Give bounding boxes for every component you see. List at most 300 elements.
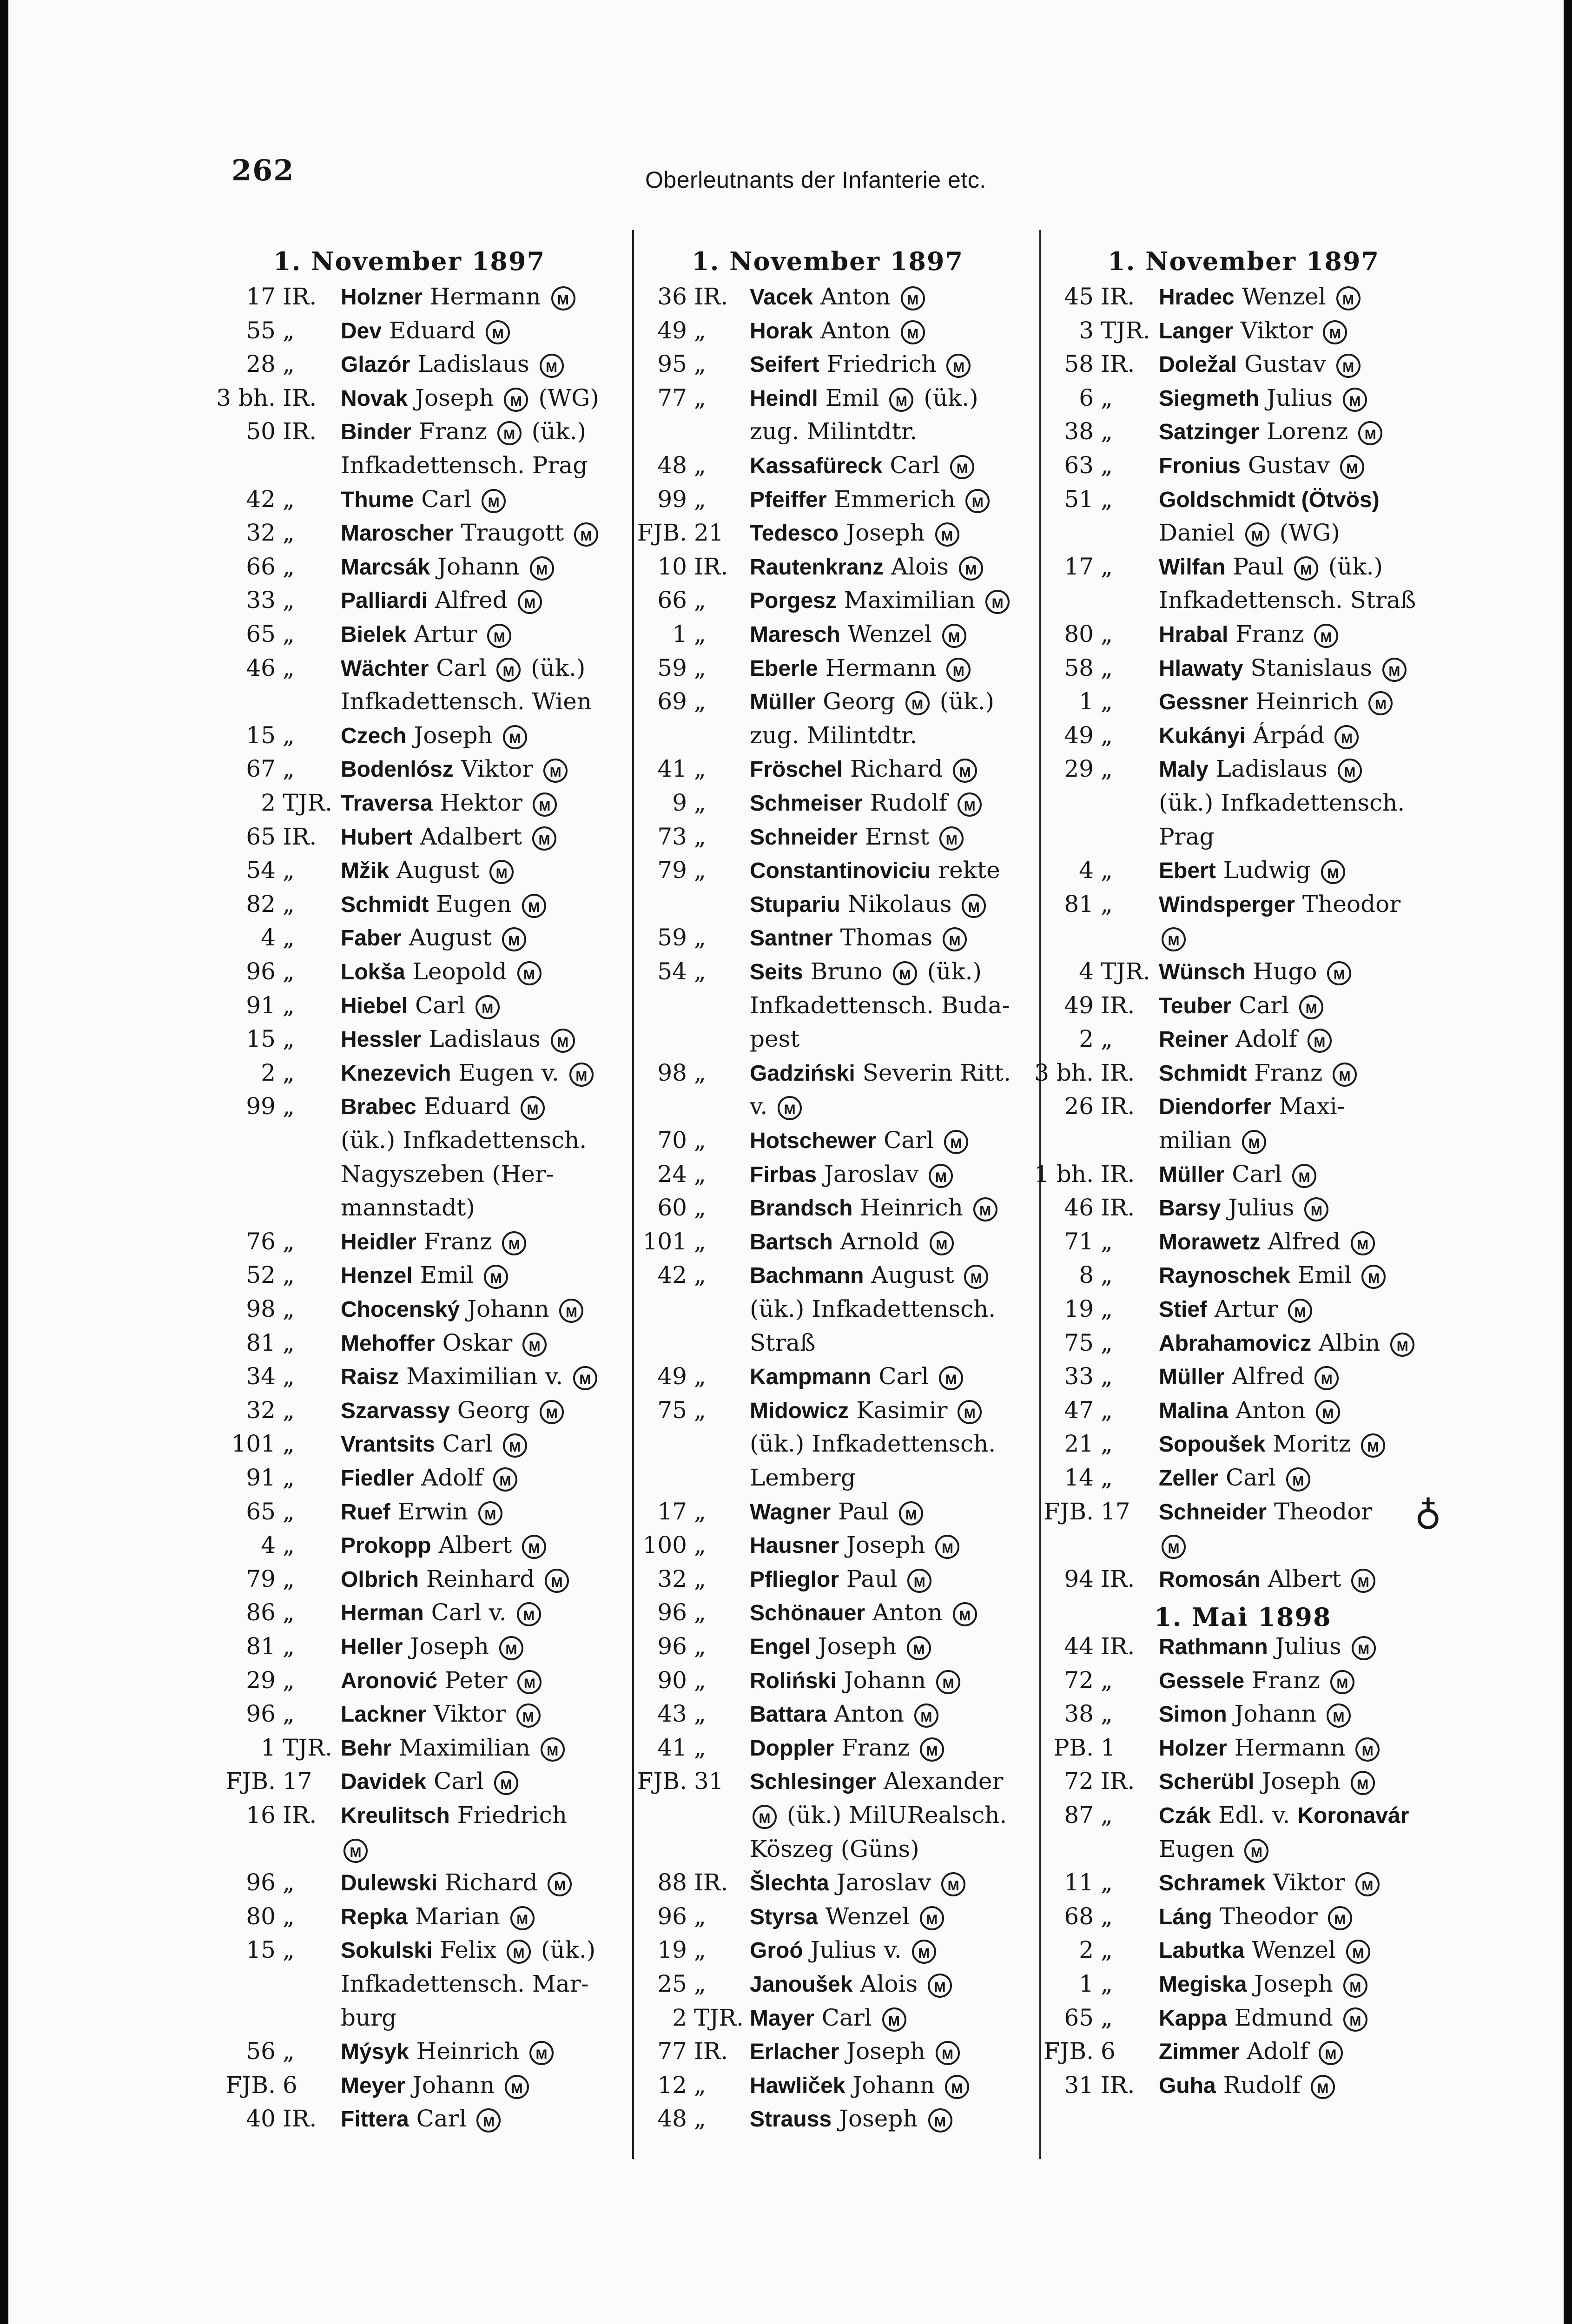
regiment-number: 91 [246,1464,276,1491]
list-entry [636,1967,1036,2001]
list-entry [1043,1225,1442,1259]
unit-type: „ [283,1261,295,1289]
regiment-number: 32 [246,519,276,547]
regiment-number: 46 [246,654,276,681]
list-entry [1043,1191,1442,1225]
circled-m-icon: M [1288,1299,1312,1323]
list-entry [636,1900,1036,1934]
regiment-number: 77 [657,384,687,411]
regiment-number: 32 [657,1565,687,1592]
unit-type: IR. [283,823,317,850]
surname: Diendorfer [1159,1095,1272,1120]
unit-type: IR. [283,384,317,411]
regiment-number: 33 [1064,1363,1094,1390]
surname: Bodenlósz [341,757,454,782]
officer-entry: Brandsch Heinrich M [750,1191,1000,1225]
surname: Lackner [341,1702,427,1727]
officer-entry: Köszeg (Güns) [750,1835,919,1862]
regiment-number: 3 bh. [1034,1059,1094,1086]
circled-m-icon: M [1382,658,1407,682]
list-entry [1043,617,1442,651]
regiment-number: 38 [1064,418,1094,445]
surname: Fröschel [750,757,843,782]
surname: Prokopp [341,1533,431,1558]
unit-type: IR. [1101,1768,1135,1795]
unit-type: „ [694,2105,706,2133]
circled-m-icon: M [540,354,564,378]
unit-type: „ [1101,1802,1113,1829]
surname: Wilfan [1159,555,1226,580]
officer-entry: Hessler Ladislaus M [341,1022,578,1056]
list-entry [227,617,627,651]
surname: Abrahamovicz [1159,1331,1312,1356]
circled-m-icon: M [958,1400,982,1424]
regiment-number: 16 [246,1802,276,1829]
unit-type: „ [694,1228,706,1255]
list-entry [636,989,1036,1023]
circled-m-icon: M [1319,2041,1343,2065]
circled-m-icon: M [551,286,575,310]
surname: Raisz [341,1365,399,1390]
officer-entry: Daniel M (WG) [1159,519,1340,547]
officer-entry: Zimmer Adolf M [1159,2034,1346,2069]
unit-type: „ [283,1396,295,1424]
surname: Schmidt [341,892,429,917]
surname: Groó [750,1938,803,1963]
officer-entry: Schönauer Anton M [750,1596,980,1630]
circled-m-icon: M [912,1940,936,1964]
list-entry [1043,1089,1442,1123]
column-heading: 1. November 1897 [1108,246,1380,276]
surname: Firbas [750,1162,817,1187]
regiment-number: 49 [1064,991,1094,1019]
unit-type: „ [694,1127,706,1154]
regiment-number: 80 [246,1902,276,1930]
list-entry [636,853,1036,887]
officer-entry: Fronius Gustav M [1159,449,1367,483]
officer-entry: Morawetz Alfred M [1159,1225,1378,1259]
surname: Erlacher [750,2040,839,2065]
surname: Ruef [341,1499,390,1525]
circled-m-icon: M [944,1130,968,1154]
regiment-number: 65 [246,823,276,850]
regiment-number: 1 [1079,688,1094,715]
circled-m-icon: M [521,1096,545,1120]
list-entry [636,1933,1036,1967]
list-entry [227,955,627,989]
list-entry [1043,415,1442,449]
regiment-number: 43 [657,1700,687,1728]
circled-m-icon: M [507,1940,531,1964]
circled-m-icon: M [541,1737,565,1762]
regiment-number: 96 [657,1633,687,1660]
list-entry [636,786,1036,820]
circled-m-icon: M [943,927,967,951]
officer-entry: (ük.) Infkadettensch. [750,1430,996,1458]
unit-type: „ [694,1936,706,1964]
unit-type: „ [283,621,295,647]
circled-m-icon: M [518,590,542,614]
regiment-number: 28 [246,350,276,378]
officer-entry: Nagyszeben (Her- [341,1160,554,1188]
list-entry [1043,1900,1442,1934]
unit-type: TJR. [694,2004,744,2031]
list-entry [227,1393,627,1427]
circled-m-icon: M [1358,421,1382,445]
list-entry [636,921,1036,955]
circled-m-icon: M [914,1703,938,1728]
list-entry [227,1191,627,1225]
unit-type: „ [1101,1295,1113,1322]
unit-type: „ [1101,452,1113,479]
surname: Hotschewer [750,1129,877,1153]
unit-type: „ [1101,1228,1113,1255]
surname: Porgesz [750,588,837,614]
surname: Wagner [750,1499,831,1525]
surname: Hiebel [341,993,408,1018]
unit-type: 17 [1101,1498,1130,1525]
circled-m-icon: M [1351,1771,1375,1795]
surname: Herman [341,1601,424,1626]
officer-entry: Fittera Carl M [341,2102,503,2136]
list-entry [227,1933,627,1967]
list-entry [1043,550,1442,584]
surname: Henzel [341,1263,413,1288]
earth-symbol-icon: ♁ [1414,1490,1442,1533]
list-entry [227,1427,627,1461]
officer-entry: Palliardi Alfred M [341,583,545,618]
list-entry [636,1764,1036,1798]
circled-m-icon: M [942,624,966,648]
circled-m-icon: M [964,1265,988,1289]
unit-type: „ [1101,1970,1113,1997]
list-entry [1043,887,1442,921]
surname: Simon [1159,1702,1227,1727]
officer-entry: Zeller Carl M [1159,1461,1313,1495]
officer-entry: Holzner Hermann M [341,280,578,314]
unit-type: IR. [1101,1194,1135,1221]
circled-m-icon: M [920,1906,944,1930]
officer-entry: Brabec Eduard M [341,1089,548,1124]
unit-type: „ [283,1869,295,1896]
surname: Tedesco [750,521,839,546]
unit-type: IR. [1101,283,1135,310]
list-entry [636,516,1036,550]
circled-m-icon: M [522,1333,547,1357]
circled-m-icon: M [510,1906,535,1930]
officer-entry: Teuber Carl M [1159,989,1326,1023]
list-entry [1043,719,1442,753]
officer-entry: Scherübl Joseph M [1159,1764,1378,1799]
circled-m-icon: M [882,2007,906,2032]
regiment-number: 34 [246,1363,276,1390]
circled-m-icon: M [1361,1265,1386,1289]
officer-entry: Schmidt Franz M [1159,1056,1360,1090]
surname: Novak [341,386,408,411]
list-entry [1043,1731,1442,1765]
regiment-number: 51 [1064,485,1094,513]
circled-m-icon: M [574,522,598,547]
unit-type: „ [1101,1363,1113,1390]
surname: Schönauer [750,1601,865,1626]
list-entry [636,2034,1036,2068]
circled-m-icon: M [935,1535,959,1559]
circled-m-icon: M [522,894,546,918]
list-entry [636,1360,1036,1393]
surname: Mýsyk [341,2040,409,2065]
unit-type: IR. [1101,1633,1135,1660]
circled-m-icon: M [1299,995,1323,1019]
list-entry [636,887,1036,921]
list-entry [1043,314,1442,348]
surname: Vacek [750,285,813,310]
circled-m-icon: M [503,725,527,749]
unit-type: „ [283,350,295,378]
officer-entry: Kampmann Carl M [750,1360,966,1394]
circled-m-icon: M [1336,354,1361,378]
officer-entry: M (ük.) MilURealsch. [750,1798,1007,1832]
officer-entry: Gessele Franz M [1159,1664,1357,1698]
officer-entry: Gadziński Severin Ritt. [750,1059,1011,1086]
regiment-number: 101 [231,1430,276,1458]
surname: Palliardi [341,588,428,614]
regiment-number: 68 [1064,1902,1094,1930]
surname: Heller [341,1635,403,1659]
officer-entry: Heidler Franz M [341,1225,529,1259]
surname: Bartsch [750,1229,833,1254]
surname: Gessner [1159,690,1248,715]
surname: Mžik [341,858,390,884]
surname: Eberle [750,656,818,681]
surname: Teuber [1159,993,1232,1018]
unit-type: „ [283,1902,295,1930]
surname: Binder [341,420,412,445]
unit-type: „ [1101,1902,1113,1930]
unit-type: „ [283,890,295,918]
surname: Windsperger [1159,892,1295,917]
officer-entry: Vacek Anton M [750,280,928,314]
officer-entry: Infkadettensch. Prag [341,452,588,479]
list-entry [1043,1866,1442,1900]
regiment-number: 15 [246,721,276,749]
circled-m-icon: M [497,421,522,445]
regiment-number: 17 [657,1498,687,1525]
list-entry [227,550,627,584]
officer-entry: Hotschewer Carl M [750,1123,971,1158]
circled-m-icon: M [1321,860,1345,884]
regiment-number: 100 [642,1532,687,1559]
surname: Doležal [1159,352,1237,377]
regiment-number: 33 [246,587,276,614]
list-entry [636,2102,1036,2136]
officer-entry: Firbas Jaroslav M [750,1157,956,1192]
regiment-number: 4 [1079,958,1094,985]
surname: Fronius [1159,454,1241,478]
unit-type: „ [1101,857,1113,884]
list-entry [636,1461,1036,1495]
surname: Hlawaty [1159,656,1243,681]
regiment-number: 2 [1079,1936,1094,1964]
unit-type: „ [1101,1700,1113,1728]
regiment-number: 91 [246,991,276,1019]
unit-type: „ [694,789,706,816]
officer-entry: Janoušek Alois M [750,1967,955,2001]
regiment-number: 82 [246,890,276,918]
officer-entry: Eugen M [1159,1832,1271,1866]
surname: Rathmann [1159,1635,1268,1659]
officer-entry: Erlacher Joseph M [750,2034,963,2069]
circled-m-icon: M [1351,1231,1375,1255]
list-entry [227,1630,627,1664]
officer-entry: Olbrich Reinhard M [341,1562,572,1597]
officer-entry: Sopoušek Moritz M [1159,1427,1388,1461]
list-entry [1043,381,1442,415]
surname: Doppler [750,1736,834,1761]
surname: Schmeiser [750,791,863,816]
unit-type: IR. [1101,1160,1135,1188]
list-entry [636,1056,1036,1090]
regiment-number: 17 [246,283,276,310]
list-entry [1043,1764,1442,1798]
surname: Czák [1159,1803,1211,1828]
regiment-number: 81 [246,1633,276,1660]
list-entry [227,314,627,348]
surname: Midowicz [750,1398,849,1423]
officer-entry: Schramek Viktor M [1159,1866,1382,1900]
officer-entry: Kappa Edmund M [1159,2001,1370,2035]
circled-m-icon: M [482,489,506,513]
surname: Kassafüreck [750,454,883,478]
list-entry [636,449,1036,482]
list-entry [636,415,1036,449]
list-entry [227,1022,627,1056]
officer-entry: Bachmann August M [750,1258,991,1293]
list-entry [1043,1360,1442,1393]
regiment-number: 1 [672,621,687,647]
circled-m-icon: M [920,1737,944,1762]
unit-type: „ [283,1464,295,1491]
list-entry [1043,347,1442,381]
surname: Guha [1159,2073,1216,2098]
officer-entry: burg [341,2004,397,2031]
officer-entry: Müller Carl M [1159,1157,1319,1192]
regiment-number: FJB. [225,2071,276,2099]
circled-m-icon: M [901,320,925,344]
officer-entry: Rautenkranz Alois M [750,550,986,584]
unit-type: „ [283,2038,295,2065]
unit-type: „ [694,1633,706,1660]
circled-m-icon: M [936,2041,960,2065]
list-entry [1043,1664,1442,1697]
list-entry [636,2001,1036,2035]
officer-entry: Engel Joseph M [750,1630,934,1664]
list-entry [1043,1123,1442,1157]
page-number: 262 [231,153,295,187]
officer-entry: Novak Joseph M (WG) [341,384,599,411]
regiment-number: 4 [1079,857,1094,884]
surname: Langer [1159,318,1234,343]
circled-m-icon: M [950,455,974,479]
list-entry [1043,482,1442,516]
regiment-number: 88 [657,1869,687,1896]
officer-entry: Pflieglor Paul M [750,1562,934,1597]
circled-m-icon: M [559,1299,583,1323]
unit-type: „ [283,721,295,749]
unit-type: „ [283,1666,295,1694]
unit-type: „ [283,1059,295,1086]
officer-entry: Lokša Leopold M [341,955,544,989]
officer-entry: Wünsch Hugo M [1159,955,1354,989]
surname: Seifert [750,352,819,377]
list-entry [227,786,627,820]
list-entry [636,1123,1036,1157]
list-entry [636,1528,1036,1562]
officer-entry: Dulewski Richard M [341,1866,575,1900]
circled-m-icon: M [1343,2007,1367,2032]
list-entry [636,1393,1036,1427]
circled-m-icon: M [1327,1703,1351,1728]
unit-type: TJR. [1101,317,1150,344]
officer-entry: Simon Johann M [1159,1697,1354,1731]
officer-entry: Mýsyk Heinrich M [341,2034,556,2069]
surname: Hawliček [750,2073,845,2098]
surname: Raynoschek [1159,1263,1290,1288]
unit-type: „ [1101,621,1113,647]
unit-type: TJR. [283,1734,332,1761]
unit-type: „ [694,823,706,850]
surname: Pfeiffer [750,487,827,512]
list-entry [636,381,1036,415]
list-entry [227,1764,627,1798]
list-entry [636,1292,1036,1326]
officer-entry: pest [750,1025,800,1053]
unit-type: „ [283,553,295,580]
circled-m-icon: M [517,1602,541,1626]
officer-entry: Láng Theodor M [1159,1900,1355,1934]
officer-entry: Bielek Artur M [341,617,514,652]
officer-entry: Rathmann Julius M [1159,1630,1379,1664]
surname: Faber [341,926,402,951]
regiment-number: 98 [657,1059,687,1086]
surname: Czech [341,723,407,748]
circled-m-icon: M [540,1400,564,1424]
regiment-number: 75 [1064,1329,1094,1356]
list-entry [1043,820,1442,854]
unit-type: „ [694,1396,706,1424]
list-entry [227,1664,627,1697]
officer-entry: Megiska Joseph M [1159,1967,1370,2001]
surname: Siegmeth [1159,386,1260,411]
officer-entry: Thume Carl M [341,482,509,517]
regiment-number: 54 [246,857,276,884]
unit-type: „ [1101,485,1113,513]
unit-type: „ [283,1295,295,1322]
list-entry [1043,1798,1442,1832]
officer-entry: Doppler Franz M [750,1731,947,1765]
unit-type: IR. [1101,1059,1135,1086]
circled-m-icon: M [1334,725,1359,749]
circled-m-icon: M [1244,1839,1268,1863]
unit-type: „ [283,654,295,681]
unit-type: „ [694,1363,706,1390]
surname: Brandsch [750,1196,853,1221]
surname: Hausner [750,1533,839,1558]
officer-entry [341,1832,370,1866]
regiment-number: 90 [657,1666,687,1694]
circled-m-icon: M [1242,1130,1266,1154]
regiment-number: 50 [246,418,276,445]
officer-entry: (ük.) Infkadettensch. [341,1127,587,1154]
